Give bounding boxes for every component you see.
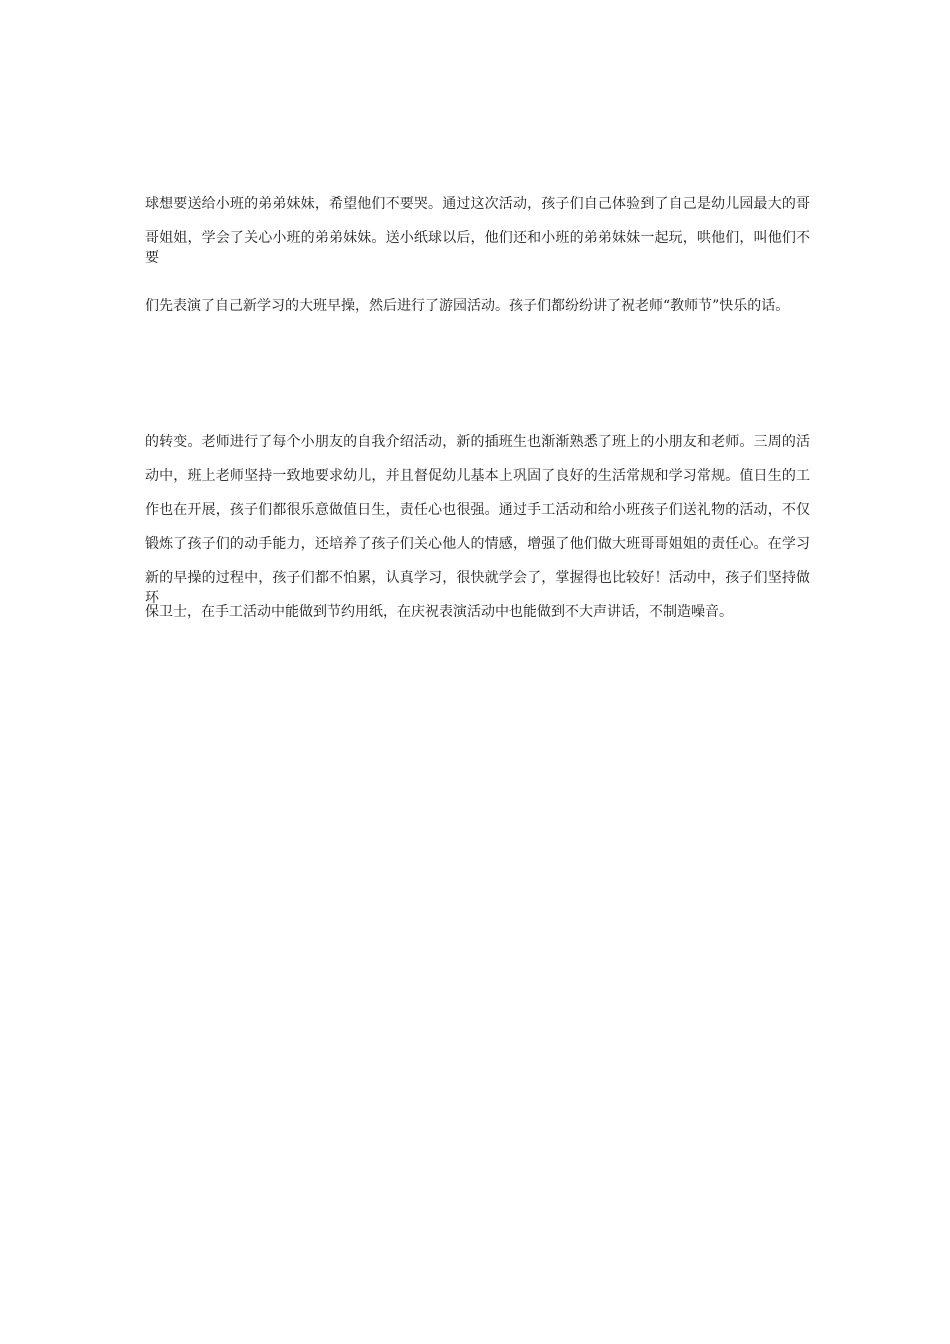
section8-line: 新的早操的过程中，孩子们都不怕累，认真学习，很快就学会了，掌握得也比较好！活动中，孩子们坚持做环 <box>145 570 810 606</box>
section8-line: 作也在开展，孩子们都很乐意做值日生，责任心也很强。通过手工活动和给小班孩子们送礼物的活动，不仅 <box>145 502 810 518</box>
paragraph1-line4: 哥姐姐，学会了关心小班的弟弟妹妹。送小纸球以后，他们还和小班的弟弟妹妹一起玩，哄他们，叫他们不要 <box>145 230 810 266</box>
paragraph1-line6: 们先表演了自己新学习的大班早操，然后进行了游园活动。孩子们都纷纷讲了祝老师“教师节”快乐的话。 <box>145 298 790 314</box>
section8-line: 保卫士，在手工活动中能做到节约用纸，在庆祝表演活动中也能做到不大声讲话，不制造噪音。 <box>145 604 733 620</box>
section8-line: 动中，班上老师坚持一致地要求幼儿，并且督促幼儿基本上巩固了良好的生活常规和学习常规。值日生的工 <box>145 468 810 484</box>
section8-line: 的转变。老师进行了每个小朋友的自我介绍活动，新的插班生也渐渐熟悉了班上的小朋友和老师。三周的活 <box>145 434 810 450</box>
paragraph1-line3: 球想要送给小班的弟弟妹妹，希望他们不要哭。通过这次活动，孩子们自己体验到了自己是幼儿园最大的哥 <box>145 196 810 212</box>
section8-line: 锻炼了孩子们的动手能力，还培养了孩子们关心他人的情感，增强了他们做大班哥哥姐姐的责任心。在学习 <box>145 536 810 552</box>
